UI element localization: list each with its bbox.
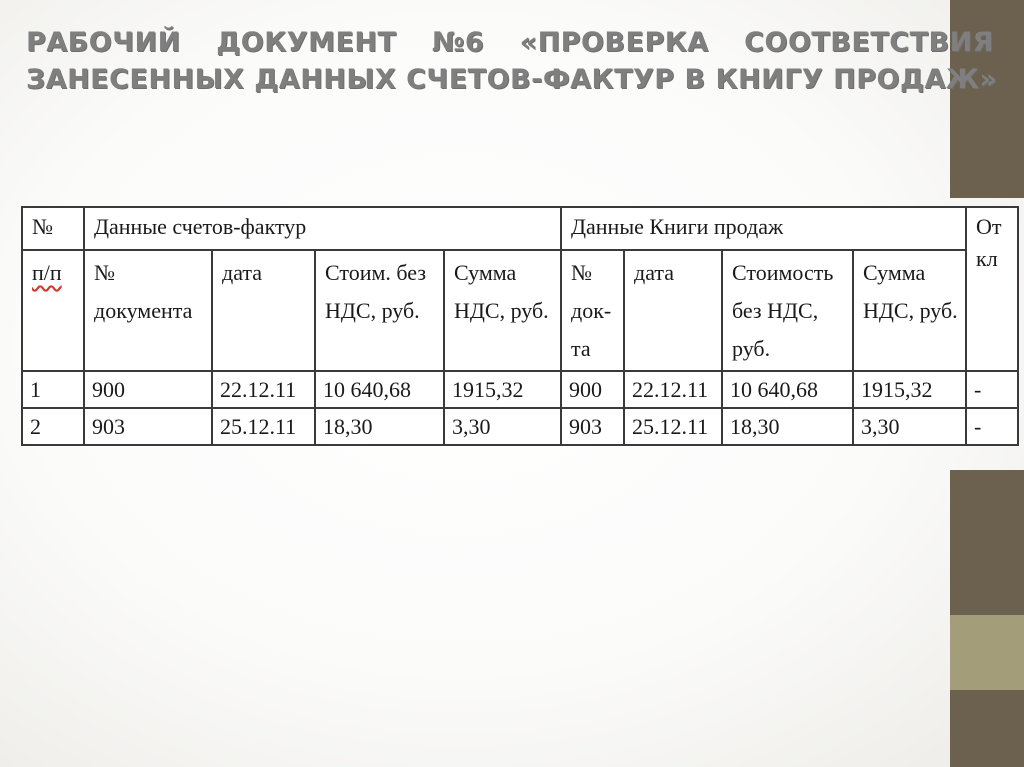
table-cell: 1915,32 [444,371,561,408]
header-deviation: От кл [966,207,1018,371]
table-cell: - [966,371,1018,408]
table-cell: 903 [561,408,624,445]
title-word: №6 [431,27,485,58]
table-row [22,371,1018,408]
table-cell: 10 640,68 [315,371,444,408]
header-group-invoices: Данные счетов-фактур [84,207,561,250]
table-cell: 25.12.11 [212,408,315,445]
header-invoice-cost: Стоим. без НДС, руб. [315,250,444,371]
table-cell: 22.12.11 [212,371,315,408]
header-num-top: № [22,207,84,250]
slide-title [26,24,998,98]
header-group-sales-book: Данные Книги продаж [561,207,966,250]
header-book-vat: Сумма НДС, руб. [853,250,966,371]
header-row-groups [22,207,1018,250]
table-cell: 1 [22,371,84,408]
table-cell: 3,30 [853,408,966,445]
verification-table [21,206,1019,446]
table-cell: 25.12.11 [624,408,722,445]
table-cell: - [966,408,1018,445]
table-cell: 18,30 [722,408,853,445]
header-book-doc-number: № док-та [561,250,624,371]
header-invoice-vat: Сумма НДС, руб. [444,250,561,371]
table-cell: 900 [561,371,624,408]
header-invoice-doc-number: № документа [84,250,212,371]
sidebar-accent-bottom [950,690,1024,767]
table-cell: 10 640,68 [722,371,853,408]
header-num-bottom [22,250,84,371]
header-row-columns [22,250,1018,371]
table-cell: 2 [22,408,84,445]
header-book-cost: Стоимость без НДС, руб. [722,250,853,371]
header-book-date: дата [624,250,722,371]
header-pp-label: п/п [32,260,62,285]
title-word: «ПРОВЕРКА [519,27,709,58]
title-word: ДОКУМЕНТ [216,27,397,58]
table-cell: 900 [84,371,212,408]
table-cell: 22.12.11 [624,371,722,408]
title-line-1 [26,24,994,61]
title-word: СООТВЕТСТВИЯ [744,27,994,58]
title-word: РАБОЧИЙ [26,27,181,58]
table-row [22,408,1018,445]
table-cell: 1915,32 [853,371,966,408]
sidebar-accent-light [950,615,1024,690]
table-cell: 18,30 [315,408,444,445]
title-line-2: ЗАНЕСЕННЫХ ДАННЫХ СЧЕТОВ-ФАКТУР В КНИГУ ПРОДАЖ» [26,64,998,95]
table-cell: 903 [84,408,212,445]
sidebar-accent-middle [950,470,1024,615]
header-invoice-date: дата [212,250,315,371]
table-cell: 3,30 [444,408,561,445]
